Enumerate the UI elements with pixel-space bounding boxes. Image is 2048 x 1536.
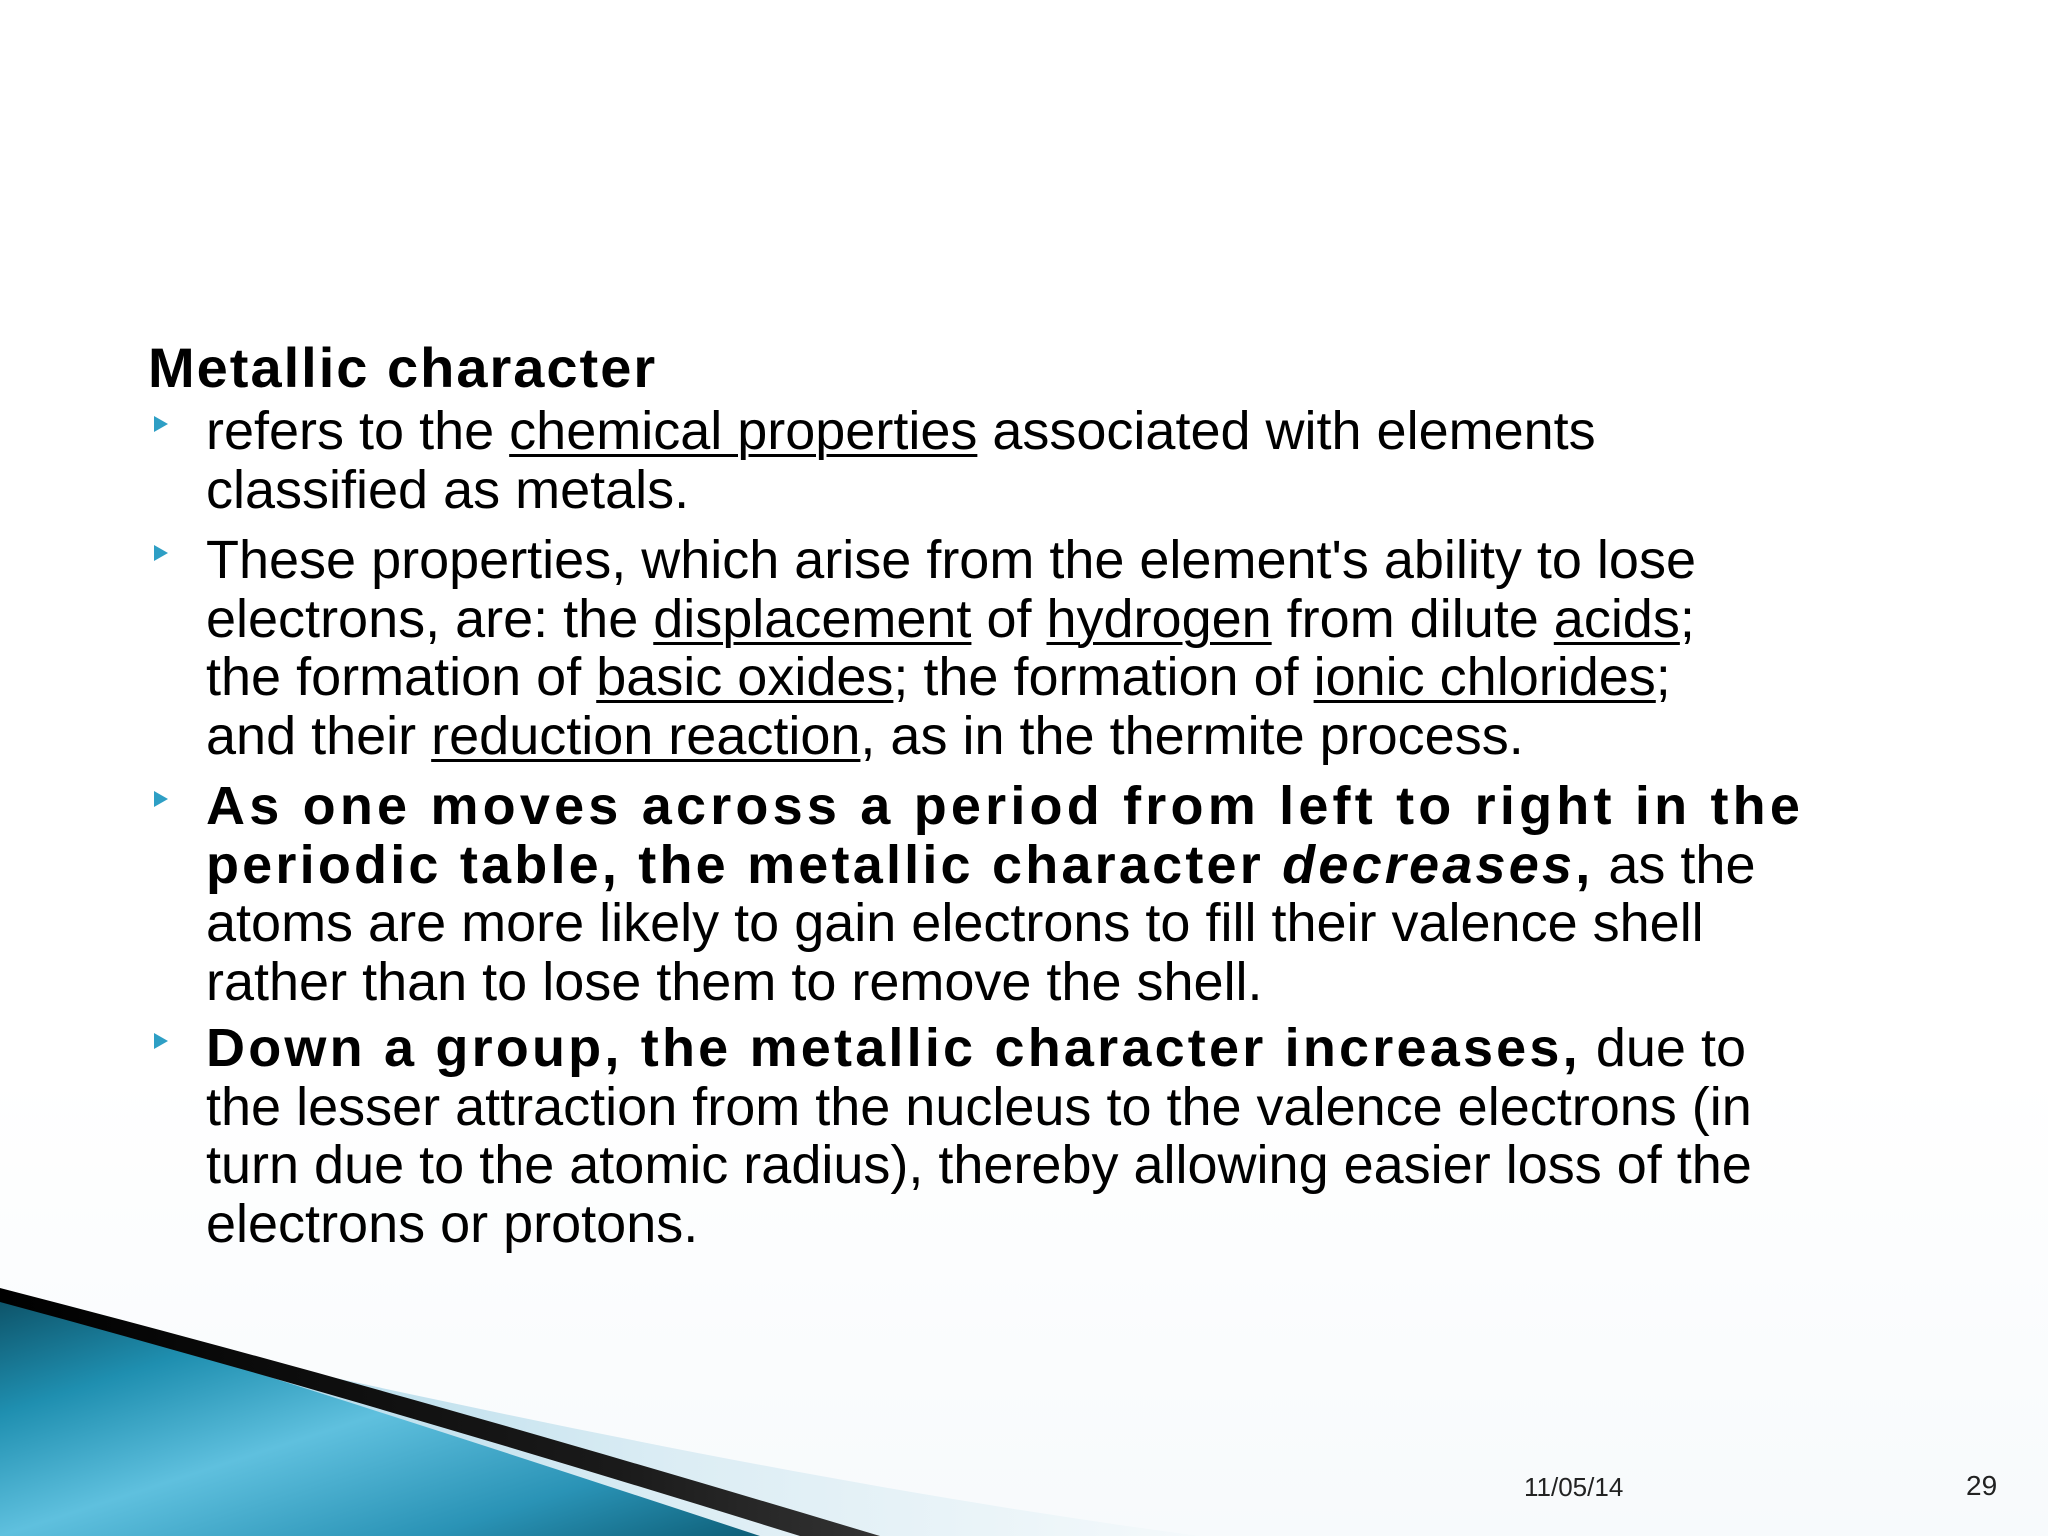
slide-heading: Metallic character [148,336,658,399]
text-run: These properties, which arise from the element's ability to lose [206,530,1696,590]
text-line [206,590,1948,649]
text-line [206,648,1948,707]
text-line [206,1136,1948,1195]
text-run: electrons or protons. [206,1193,699,1254]
text-line [206,836,1948,895]
text-line [206,531,1948,590]
text-run: due to [1580,1018,1746,1078]
bullet-arrow-icon [154,545,168,561]
text-line [206,777,1948,836]
link-chemical-properties[interactable]: chemical properties [509,401,978,461]
text-run: rather than to lose them to remove the shell. [206,951,1263,1012]
text-run: atoms are more likely to gain electrons to fill their valence shell [206,893,1704,953]
bullet-arrow-icon [154,791,168,807]
footer-date: 11/05/14 [1524,1472,1624,1502]
text-run: the formation of [206,647,597,707]
bullet-item-3 [148,777,1948,1011]
text-run: ; [1679,588,1695,649]
text-run: ; [1655,647,1671,707]
link-basic-oxides[interactable]: basic oxides [596,647,894,707]
bold-text-run: Down a group, the metallic character increases, [206,1018,1581,1078]
text-line [206,461,1948,520]
bold-italic-text-run: decreases [1282,834,1576,895]
text-run: turn due to the atomic radius), thereby allowing easier loss of the [206,1135,1752,1195]
link-ionic-chlorides[interactable]: ionic chlorides [1313,647,1656,707]
text-run: from dilute [1271,588,1554,649]
text-run: the lesser attraction from the nucleus to the valence electrons (in [206,1076,1752,1137]
link-hydrogen[interactable]: hydrogen [1046,588,1272,649]
text-line [206,1195,1948,1254]
text-run: ; the formation of [893,647,1314,707]
bullet-item-4 [148,1019,1948,1253]
text-line [206,1078,1948,1137]
link-displacement[interactable]: displacement [653,588,972,649]
bold-text-run: As one moves across a period from left to right in the [206,776,1805,836]
bullet-list [148,402,1948,1265]
text-run: and their [206,705,432,766]
text-line [206,953,1948,1012]
bold-text-run: periodic table, the metallic character [206,834,1283,895]
text-run: associated with elements [977,401,1596,461]
link-reduction-reaction[interactable]: reduction reaction [431,705,861,766]
bold-text-run: , [1575,834,1594,895]
bullet-item-2 [148,531,1948,765]
text-line [206,707,1948,766]
text-line [206,1019,1948,1078]
text-run: electrons, are: the [206,588,654,649]
link-acids[interactable]: acids [1553,588,1680,649]
bullet-item-1 [148,402,1948,519]
slide-number: 29 [1966,1470,1998,1501]
text-run: classified as metals. [206,459,690,520]
text-run: as the [1593,834,1756,895]
text-run: , as in the thermite process. [860,705,1524,766]
text-line [206,402,1948,461]
text-run: of [971,588,1047,649]
bullet-arrow-icon [154,1033,168,1049]
text-line [206,894,1948,953]
bullet-arrow-icon [154,416,168,432]
text-run: refers to the [206,401,510,461]
